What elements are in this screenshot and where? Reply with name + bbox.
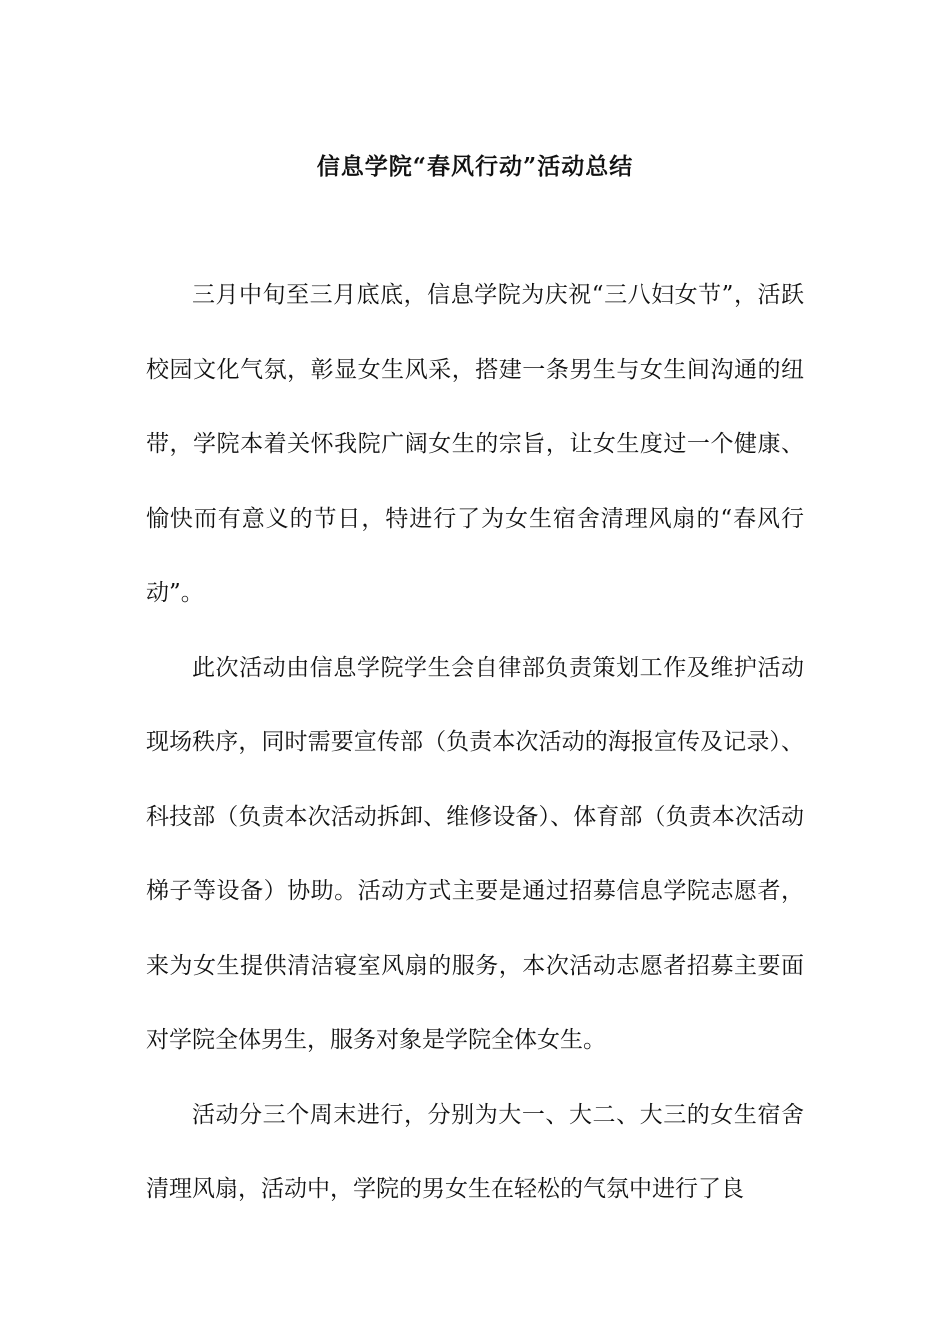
document-title: 信息学院“春风行动”活动总结 [316, 153, 634, 181]
paragraph-1: 三月中旬至三月底底，信息学院为庆祝“三八妇女节”，活跃校园文化气氛，彰显女生风采，搭建一条男生与女生间沟通的纽带，学院本着关怀我院广阔女生的宗旨，让女生度过一个健康、愉快而有意义的节日，特进行了为女生宿舍清理风扇的“春风行动”。 [146, 282, 804, 606]
paragraph-3: 活动分三个周末进行，分别为大一、大二、大三的女生宿舍清理风扇，活动中，学院的男女生在轻松的气氛中进行了良 [146, 1101, 804, 1202]
document-body [146, 258, 804, 1227]
paragraph-2: 此次活动由信息学院学生会自律部负责策划工作及维护活动现场秩序，同时需要宣传部（负责本次活动的海报宣传及记录）、科技部（负责本次活动拆卸、维修设备）、体育部（负责本次活动梯子等设备）协助。活动方式主要是通过招募信息学院志愿者，来为女生提供清洁寝室风扇的服务，本次活动志愿者招募主要面对学院全体男生，服务对象是学院全体女生。 [146, 654, 804, 1053]
